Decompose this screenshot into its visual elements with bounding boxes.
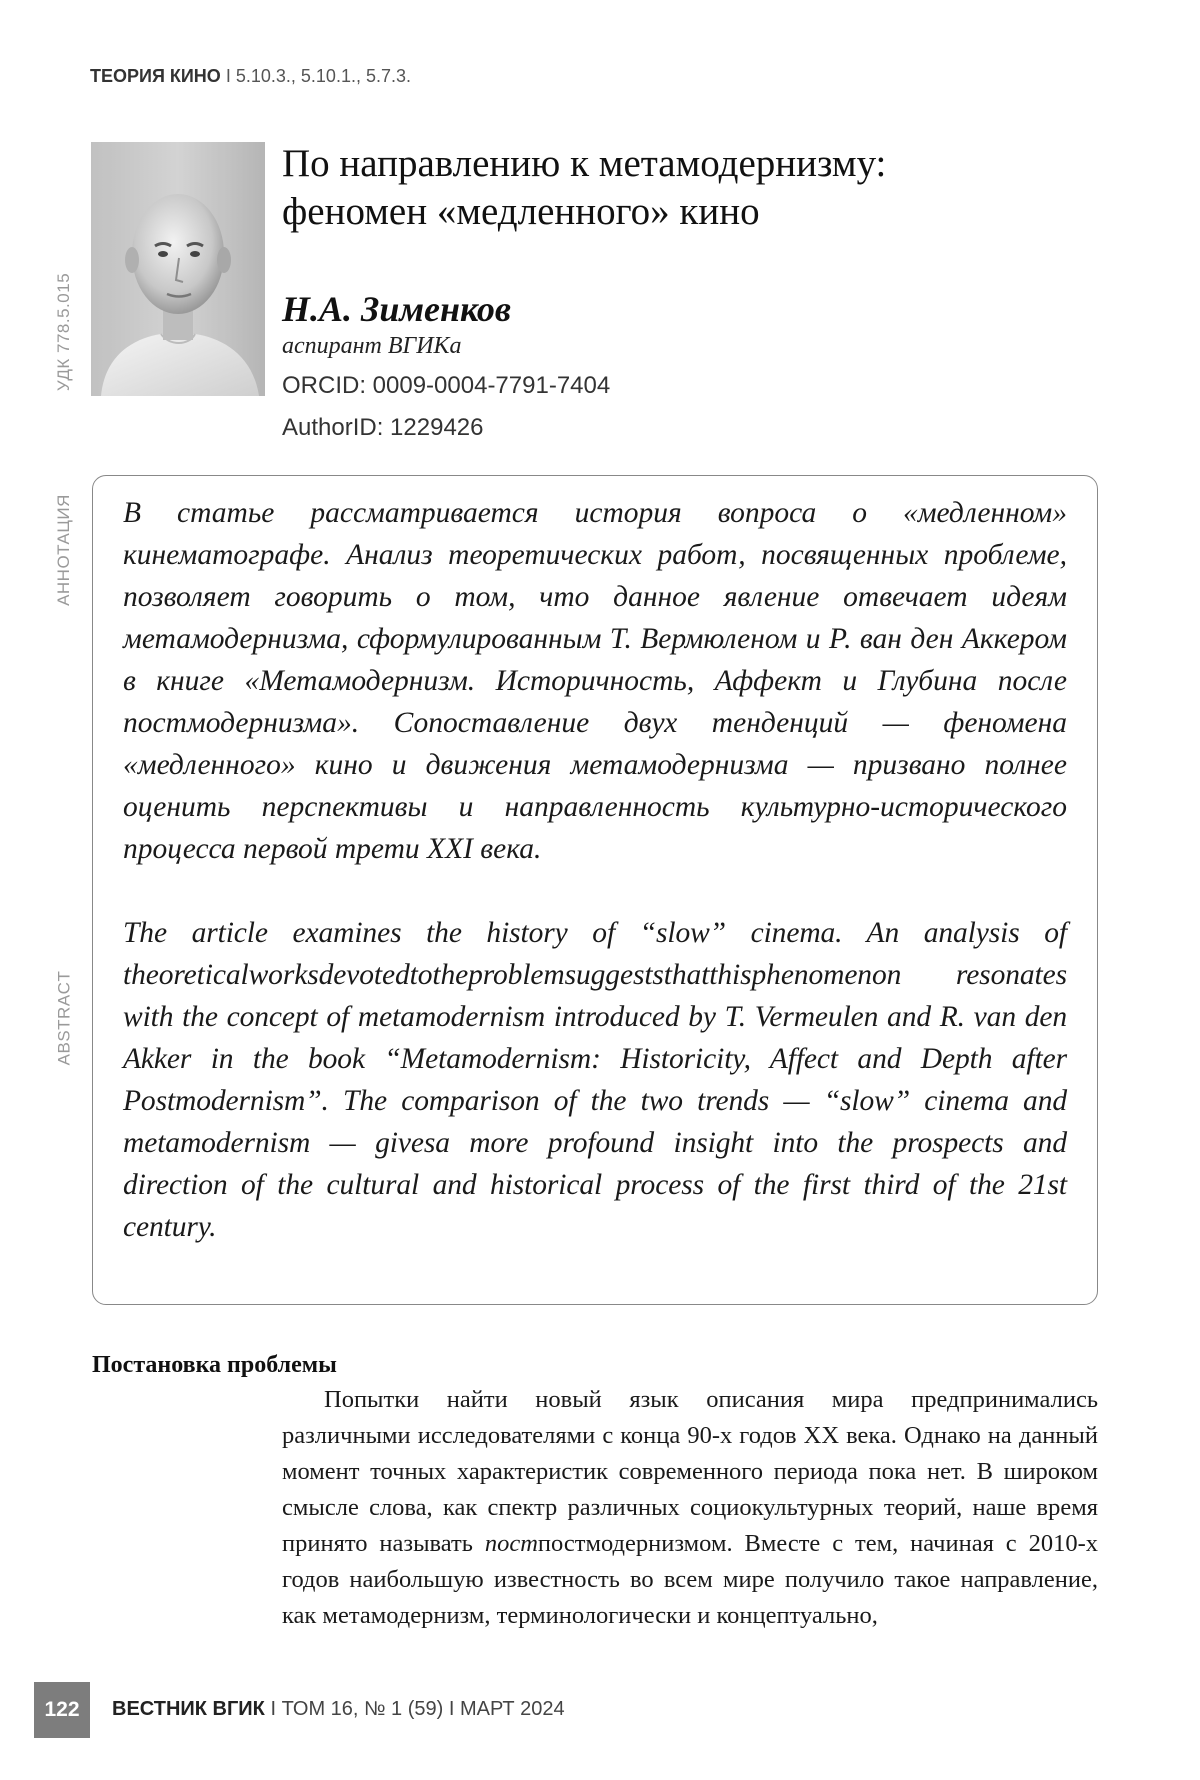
section-header xyxy=(90,66,411,87)
abstract-english: The article examines the history of “slow” cinema. An analysis of theoreticalworksdevotedtotheproblemsuggeststhatthisphenomenon resonates with the concept of metamodernism introduced by T. Vermeulen and R. van den Akker in the book “Metamodernism: Historicity, Affect and Depth after Postmodernism”. The comparison of the two trends — “slow” cinema and metamodernism — givesa more profound insight into the prospects and direction of the cultural and historical process of the first third of the 21st century. xyxy=(123,912,1067,1248)
article-title xyxy=(282,140,1102,236)
abstract-label: ABSTRACT xyxy=(48,968,80,1068)
title-line-2: феномен «медленного» кино xyxy=(282,188,1102,236)
section-name: ТЕОРИЯ КИНО xyxy=(90,66,221,86)
body-text xyxy=(282,1382,1098,1634)
author-orcid: ORCID: 0009-0004-7791-7404 xyxy=(282,372,610,400)
section-codes: 5.10.3., 5.10.1., 5.7.3. xyxy=(236,66,411,86)
annotation-label: АННОТАЦИЯ xyxy=(48,490,80,610)
header-separator: I xyxy=(226,66,231,86)
author-id: AuthorID: 1229426 xyxy=(282,414,483,442)
title-line-1: По направлению к метамодернизму: xyxy=(282,140,1102,188)
udk-label: УДК 778.5.015 xyxy=(48,262,80,402)
footer-journal xyxy=(112,1698,565,1721)
journal-issue: I ТОМ 16, № 1 (59) I МАРТ 2024 xyxy=(270,1698,564,1720)
author-role: аспирант ВГИКа xyxy=(282,333,461,360)
emphasis-post: пост xyxy=(485,1530,538,1557)
abstract-box xyxy=(92,475,1098,1305)
section-heading: Постановка проблемы xyxy=(92,1352,337,1379)
abstract-russian: В статье рассматривается история вопроса о «медленном» кинематографе. Анализ теоретических работ, посвящен­ных проблеме, позволяет говорить о том, что данное явле­ние отвечает идеям метамодернизма, сформулированным Т. Вермюленом и Р. ван ден Аккером в книге «Метамодернизм. Историчность, Аффект и Глубина после постмодернизма». Сопоставление двух тенденций — феномена «медленного» кино и движения метамодернизма — призвано полнее оценить перспективы и направленность культурно-исторического процесса первой трети XXI века. xyxy=(123,492,1067,870)
author-photo xyxy=(91,142,265,396)
author-name: Н.А. Зименков xyxy=(282,288,511,330)
page-number: 122 xyxy=(34,1682,90,1738)
journal-name: ВЕСТНИК ВГИК xyxy=(112,1698,265,1720)
body-paragraph: Попытки найти новый язык описания мира предпринима­лись различными исследователями с конца 90-х годов XX века. Однако на данный момент точных характеристик современного периода пока нет. В широком смысле слова, как спектр различ­ных социокультурных теорий, наше время принято называть постпостмодернизмом. Вместе с тем, начиная с 2010-х годов наибольшую известность во всем мире получило такое направ­ление, как метамодернизм, терминологически и концептуально, xyxy=(282,1382,1098,1634)
